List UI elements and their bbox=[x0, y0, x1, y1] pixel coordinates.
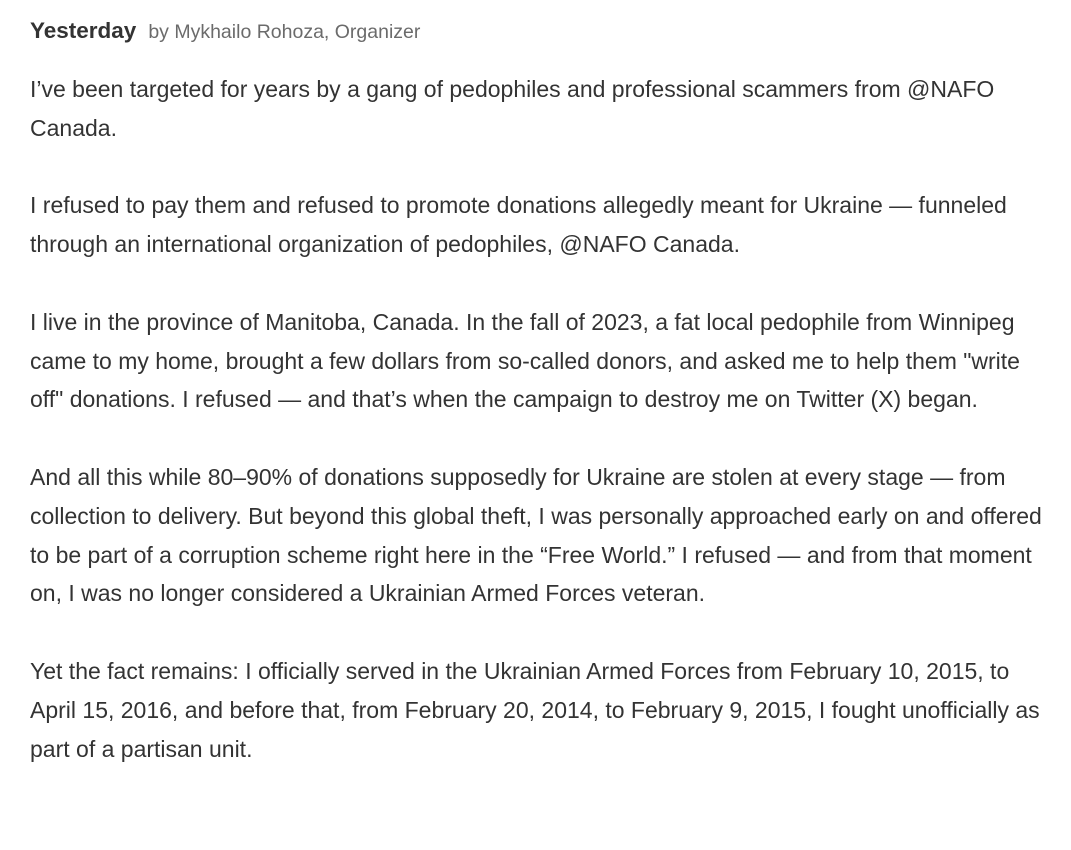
update-paragraph: Yet the fact remains: I officially served in the Ukrainian Armed Forces from February 10, 2015, to April 15, 2016, and before that, from February 20, 2014, to February 9, 2015, I fought unofficially as part of a partisan unit. bbox=[30, 657, 1040, 762]
update-paragraph: I refused to pay them and refused to promote donations allegedly meant for Ukraine — funneled through an international organization of pedophiles, @NAFO Canada. bbox=[30, 192, 1007, 258]
update-meta bbox=[30, 18, 1041, 56]
update-paragraph: And all this while 80–90% of donations supposedly for Ukraine are stolen at every stage — from collection to delivery. But beyond this global theft, I was personally approached early on and offered to be part of a corruption scheme right here in the “Free World.” I refused — and from that moment on, I was no longer considered a Ukrainian Armed Forces veteran. bbox=[30, 463, 1042, 607]
update-date: Yesterday bbox=[30, 18, 137, 43]
update-body bbox=[30, 70, 1041, 768]
update-byline: by Mykhailo Rohoza, Organizer bbox=[148, 21, 421, 43]
update-paragraph: I’ve been targeted for years by a gang of pedophiles and professional scammers from @NAFO Canada. bbox=[30, 76, 995, 141]
update-paragraph: I live in the province of Manitoba, Canada. In the fall of 2023, a fat local pedophile from Winnipeg came to my home, brought a few dollars from so-called donors, and asked me to help them "write off" donations. I refused — and that’s when the campaign to destroy me on Twitter (X) began. bbox=[30, 308, 1020, 413]
